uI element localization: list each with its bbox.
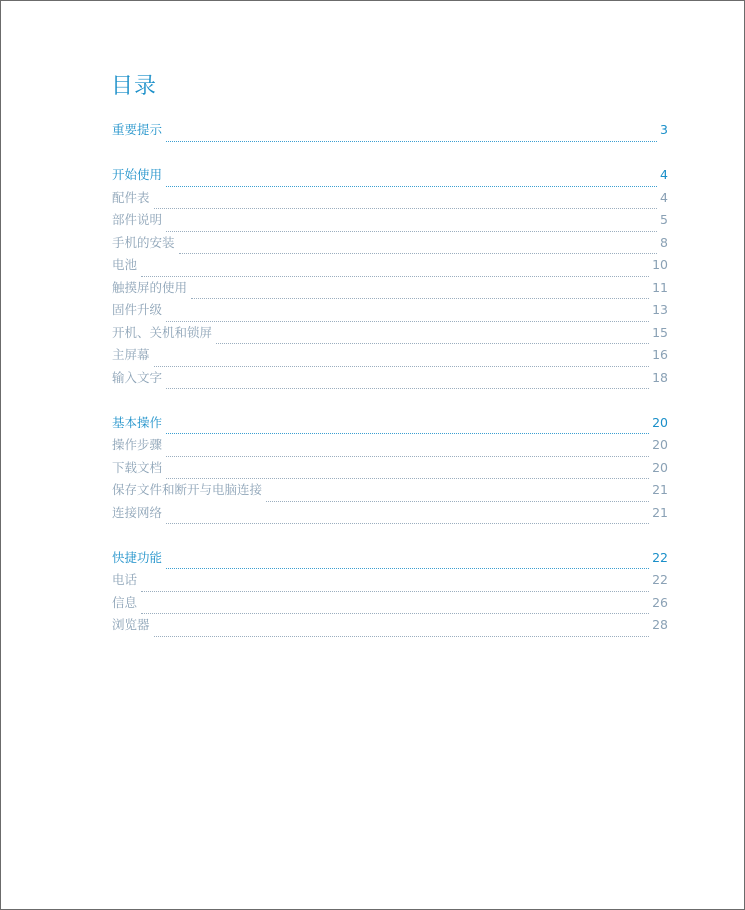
toc-page-number: 21 [652,504,668,520]
toc-entry-label: 电话 [112,572,138,587]
dot-leader [141,263,649,277]
dot-leader [166,128,657,142]
toc-entry-label: 重要提示 [112,122,163,137]
toc-entry-label: 部件说明 [112,212,163,227]
dot-leader [216,330,649,344]
toc-subentry[interactable] [112,209,668,232]
toc-subentry[interactable] [112,569,668,592]
toc-entry-label: 快捷功能 [112,549,163,565]
toc-subentry[interactable] [112,434,668,457]
toc-entry-label: 配件表 [112,189,150,205]
toc-subentry[interactable] [112,232,668,255]
dot-leader [166,218,657,232]
toc-page-number: 4 [660,167,668,182]
toc-subentry[interactable] [112,344,668,367]
page-title: 目录 [111,74,158,99]
dot-leader [141,578,649,592]
dot-leader [166,375,649,389]
toc-entry-label: 保存文件和断开与电脑连接 [112,482,263,497]
dot-leader [154,353,650,367]
toc-subentry[interactable] [112,592,668,615]
toc-entry-label: 触摸屏的使用 [112,279,188,295]
toc-page-number: 5 [660,212,668,227]
toc-page-number: 4 [660,189,668,205]
toc-subentry[interactable] [112,277,668,300]
toc-page-number: 20 [652,459,668,475]
toc-page-number: 15 [652,324,668,340]
toc-page-number: 26 [652,594,668,610]
toc-page-number: 28 [652,617,668,632]
toc-entry-label: 基本操作 [112,414,163,430]
dot-leader [166,308,649,322]
toc-entry-label: 信息 [112,594,138,610]
toc-entry-label: 下载文档 [112,459,163,475]
toc-chapter-entry[interactable] [112,119,668,142]
dot-leader [166,443,649,457]
toc-entry-label: 浏览器 [112,617,150,632]
toc-chapter-entry[interactable] [112,412,668,435]
dot-leader [154,623,650,637]
toc-page-number: 22 [652,549,668,565]
dot-leader [166,173,657,187]
toc-subentry[interactable] [112,254,668,277]
toc-subentry[interactable] [112,614,668,637]
toc-subentry[interactable] [112,502,668,525]
toc-page-number: 11 [652,279,668,295]
section-gap [112,389,668,412]
toc-page-number: 10 [652,257,668,272]
toc-entry-label: 输入文字 [112,369,163,385]
dot-leader [154,195,658,209]
toc-subentry[interactable] [112,457,668,480]
dot-leader [166,420,649,434]
toc-chapter-entry[interactable] [112,164,668,187]
toc-page-number: 18 [652,369,668,385]
dot-leader [179,240,658,254]
toc-entry-label: 电池 [112,257,138,272]
toc-entry-label: 操作步骤 [112,437,163,452]
toc-page-number: 20 [652,414,668,430]
toc-subentry[interactable] [112,479,668,502]
dot-leader [166,510,649,524]
toc-page-number: 13 [652,302,668,317]
toc-page-number: 22 [652,572,668,587]
toc-entry-label: 开机、关机和锁屏 [112,324,213,340]
toc-page-number: 20 [652,437,668,452]
section-gap [112,142,668,165]
toc-page-number: 21 [652,482,668,497]
toc-subentry[interactable] [112,322,668,345]
toc-entry-label: 手机的安装 [112,234,175,250]
table-of-contents [112,119,668,637]
toc-subentry[interactable] [112,187,668,210]
toc-subentry[interactable] [112,299,668,322]
toc-page-number: 16 [652,347,668,362]
section-gap [112,524,668,547]
toc-entry-label: 开始使用 [112,167,163,182]
dot-leader [166,555,649,569]
dot-leader [166,465,649,479]
toc-page-number: 3 [660,122,668,137]
dot-leader [266,488,649,502]
toc-entry-label: 主屏幕 [112,347,150,362]
dot-leader [141,600,649,614]
dot-leader [191,285,649,299]
toc-entry-label: 连接网络 [112,504,163,520]
toc-subentry[interactable] [112,367,668,390]
toc-page-number: 8 [660,234,668,250]
toc-entry-label: 固件升级 [112,302,163,317]
toc-chapter-entry[interactable] [112,547,668,570]
